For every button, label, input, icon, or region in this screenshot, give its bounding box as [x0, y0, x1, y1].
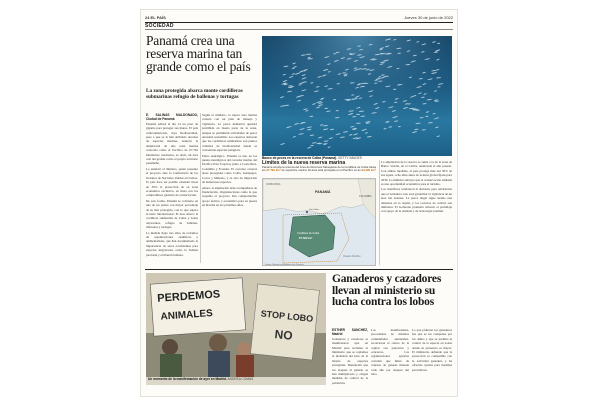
protest-sign: [150, 278, 245, 336]
map-label-area: 67.792 km²: [299, 237, 313, 240]
protester: [236, 355, 254, 377]
map-label-neighbor1: COSTA RICA: [266, 183, 281, 186]
page-date: Jueves 30 de junio de 2022: [404, 15, 453, 20]
second-byline: ESTHER SÁNCHEZ, Madrid: [332, 328, 368, 337]
sign-text: PERDEMOS: [156, 288, 221, 305]
island-marker: [306, 211, 308, 213]
article-paragraph: La ampliación de la reserva se suma a la de la zona de Banco Volcán, en el Caribe, anunciada el año pasado. Con ambas medidas, el país protege más del 30% de sus aguas, ocho años antes de la meta global fijada para 2030. La ministra subrayó que la conservación también es una oportunidad económica para el turismo.: [381, 160, 452, 187]
article-paragraph: La medida llega tras años de reclamos de organizaciones científicas y ambientalistas, que han documentado la importancia de estos ecosistemas para especies migratorias como la ballena jorobada y el tiburón ballena.: [146, 230, 198, 257]
article-paragraph: Los científicos celebraron la decisión, pero advirtieron que el verdadero reto será garantizar la vigilancia de un área tan extensa. La pesca ilegal sigue siendo una amenaza en la región, y los recursos de control son limitados. El Gobierno prometió reforzar el patrullaje con apoyo de la Armada y de tecnología satelital.: [381, 187, 452, 214]
caption-text: Un momento de la manifestación de ayer en Madrid.: [148, 377, 227, 381]
fish-school-illustration: [262, 36, 452, 156]
article-paragraph: Los manifestantes, procedentes de distintas comunidades autónomas, recorrieron el centro de la capital con pancartas y cencerros. Las organizaciones agrarias calculan que miles de cabezas de ganado mueren cada año por ataques del lobo.: [371, 328, 409, 377]
protester: [162, 339, 178, 355]
map-label-country: PANAMÁ: [315, 190, 331, 194]
protester: [208, 351, 230, 377]
article-column-2: [202, 113, 257, 265]
map-desc-highlight: 67.792 km²: [266, 167, 281, 172]
map-desc-highlight: 93.390 km²: [361, 167, 376, 172]
masthead: [145, 13, 453, 22]
map-desc-text: Panamá amplía la reserva del Área de Recursos Manejados de la Cordillera de Coiba hasta los: [262, 164, 376, 172]
sign-text: NO: [273, 327, 294, 343]
map-label-sea: Océano Pacífico: [343, 255, 361, 258]
caption-text: Banco de peces en la reserva de Coiba (Panamá).: [262, 156, 338, 160]
map-graphic: [263, 179, 376, 266]
section-divider: [145, 269, 453, 270]
article-paragraph: Lo que pidieron los ganaderos fue que se les compense por los daños y que se permita el control de la especie en zonas donde su presencia es mayor. El ministerio defiende que la protección es compatible con la actividad ganadera y ha ofrecido ayudas para medidas preventivas.: [412, 328, 452, 372]
article-paragraph: Punto neurálgico. Panamá es uno de los puntos neurálgicos del corredor marino del Pacífico Este Tropical, junto a Costa Rica, Colombia y Ecuador. El corredor conecta áreas protegidas como Coiba, Galápagos, Cocos y Malpelo, y es ruta de migración de numerosas especies.: [202, 153, 257, 185]
protest-illustration: [146, 273, 326, 377]
sign-text: STOP LOBO: [260, 308, 314, 324]
section-title: SOCIEDAD: [145, 22, 453, 30]
map-label-neighbor2: COLOMBIA: [359, 195, 372, 198]
column-rule: [200, 113, 201, 263]
article-column-3: [381, 160, 452, 266]
article-paragraph: Según el ministro, la nueva área marina contará con un plan de manejo y vigilancia. La pesca industrial quedará prohibida en buena parte de la zona, aunque se permitirán actividades de pesca artesanal sostenible. Los expertos destacan que las cordilleras submarinas son puntos calientes de biodiversidad donde se concentran especies pelágicas.: [202, 113, 257, 153]
protest-photo-caption: [148, 378, 324, 382]
protest-photo: [146, 273, 326, 385]
map-desc-text: de superficie marina. El área total protegida en el Pacífico es de: [281, 167, 361, 172]
map-source: Fuente: Ministerio de Ambiente de Panamá.: [265, 264, 304, 266]
article-column-1: [146, 113, 198, 265]
main-byline: E. SALINAS MALDONADO, Ciudad de Panamá: [146, 113, 198, 122]
protester: [209, 334, 227, 352]
reserve-map: [262, 178, 376, 266]
article-paragraph: Ahora, la ampliación debe acompañarse de financiación. Organizaciones como la que respalda el proyecto han comprometido apoyo técnico y económico para su puesta en marcha en los próximos años.: [202, 185, 257, 208]
page-brand: 24 EL PAÍS: [145, 15, 166, 20]
sign-text: ANIMALES: [160, 308, 214, 323]
caption-credit: GETTY IMAGES: [338, 156, 362, 160]
map-label-zone: Cordillera de Coiba: [297, 232, 320, 235]
article-paragraph: De esta forma, Panamá se convierte en uno de los países con mayor porcentaje de su mar protegido, con lo que supera la meta internacional. El área abarca la cordillera submarina de Coiba y zonas adyacentes, refugio de ballenas, tiburones y tortugas.: [146, 198, 198, 230]
fish-school-photo: [262, 36, 452, 156]
main-subhead: La zona protegida abarca monte cordilleras submarinas refugio de ballenas y tortugas: [146, 88, 243, 100]
map-description: [262, 166, 376, 172]
column-rule: [379, 160, 380, 265]
protester: [160, 354, 182, 377]
map-title: Límites de la nueva reserva marina: [262, 160, 346, 166]
map-label-island: Isla Coiba: [309, 209, 319, 211]
second-article-column-3: [412, 328, 452, 392]
second-article-column-1: [332, 328, 368, 392]
article-paragraph: Lo anunció el ministro, quien presentó el proyecto ante la Conferencia de los Océanos de Naciones Unidas en Lisboa. El país hace así posible extender hasta en 30% la protección de su zona económica exclusiva, en línea con los compromisos globales de conservación.: [146, 166, 198, 198]
newspaper-page: [141, 10, 457, 396]
article-paragraph: Ganaderos y cazadores se manifestaron ayer en Madrid para reclamar al ministerio que se replantee la inclusión del lobo en el listado de especies protegidas. Denuncian que los ataques al ganado se han multiplicado y exigen medidas de control de la población.: [332, 336, 368, 385]
main-headline: Panamá crea una reserva marina tan grande como el país: [146, 33, 251, 74]
caption-credit: ANDREA COMAS: [227, 377, 254, 381]
second-headline: Ganaderos y cazadores llevan al ministerio su lucha contra los lobos: [332, 273, 442, 308]
second-article-column-2: [371, 328, 409, 392]
article-paragraph: Panamá sellará el día 14 un paso de gigante para proteger sus mares. El país centroamericano, cuya biodiversidad, pese a que se le han atribuido decenas de especies marinas, anunció la ampliación de una zona marina conocida como el Pacífico de 67.792 kilómetros cuadrados, es decir, un área casi tan grande como el propio territorio panameño.: [146, 121, 198, 166]
protester: [237, 342, 251, 356]
